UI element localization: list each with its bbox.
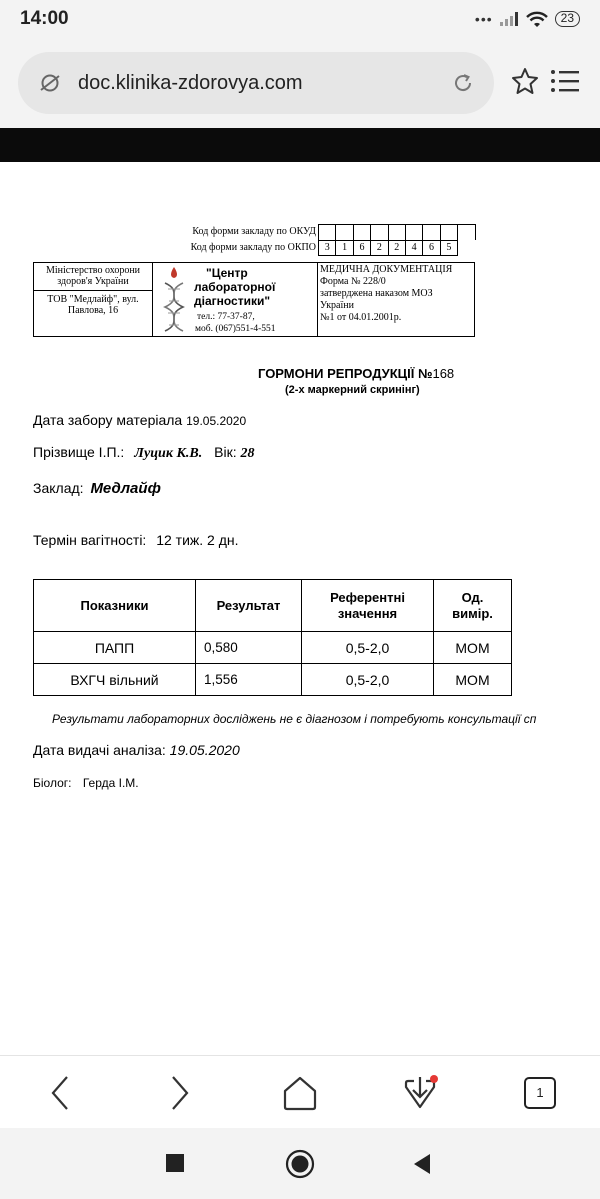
browser-bottom-bar bbox=[0, 1055, 600, 1128]
download-icon bbox=[400, 1073, 440, 1113]
wifi-icon bbox=[525, 10, 549, 28]
code-cell: 3 bbox=[319, 240, 336, 256]
biologist-line bbox=[33, 776, 139, 790]
status-icons bbox=[475, 10, 580, 28]
document-title-text: ГОРМОНИ РЕПРОДУКЦІЇ № bbox=[258, 366, 433, 381]
table-row bbox=[34, 632, 512, 664]
column-header: Референтні значення bbox=[302, 580, 434, 632]
document-number: 168 bbox=[432, 366, 455, 381]
okud-cells bbox=[318, 224, 476, 240]
issue-date-label: Дата видачі аналіза: bbox=[33, 742, 166, 758]
code-cell: 6 bbox=[354, 240, 371, 256]
pregnancy-term-label: Термін вагітності: bbox=[33, 532, 147, 548]
indicator-cell: ПАПП bbox=[34, 632, 196, 664]
page-top-band bbox=[0, 128, 600, 162]
code-cell bbox=[441, 224, 458, 240]
lab-center-name-line: лабораторної bbox=[194, 280, 276, 294]
facility-value: Медлайф bbox=[90, 480, 161, 497]
bookmark-star-icon[interactable] bbox=[511, 67, 539, 95]
back-arrow-icon bbox=[49, 1075, 71, 1111]
code-cell: 6 bbox=[423, 240, 440, 256]
dna-logo-icon bbox=[159, 265, 189, 335]
code-cell bbox=[423, 224, 440, 240]
lab-center-name bbox=[194, 266, 275, 308]
medical-doc-line: №1 от 04.01.2001р. bbox=[320, 312, 402, 323]
patient-name-value: Луцик К.В. bbox=[134, 446, 203, 461]
code-cell: 5 bbox=[441, 240, 458, 256]
signal-icon bbox=[499, 11, 519, 27]
patient-name-line bbox=[33, 444, 255, 462]
okud-code-row bbox=[170, 224, 476, 240]
code-cell bbox=[458, 224, 475, 240]
facility-line bbox=[33, 480, 161, 497]
collection-date-value: 19.05.2020 bbox=[186, 414, 247, 428]
downloads-button[interactable] bbox=[390, 1056, 450, 1129]
site-info-icon[interactable] bbox=[38, 71, 62, 95]
medical-doc-line: МЕДИЧНА ДОКУМЕНТАЦІЯ bbox=[320, 264, 453, 275]
reference-cell: 0,5-2,0 bbox=[302, 664, 434, 696]
notification-dots: ••• bbox=[474, 11, 493, 27]
column-header: Од. вимір. bbox=[434, 580, 512, 632]
browser-toolbar bbox=[0, 38, 600, 128]
okud-label: Код форми закладу по ОКУД bbox=[192, 226, 316, 237]
lab-center-name-line: "Центр bbox=[206, 266, 248, 280]
disclaimer-text: Результати лабораторних досліджень не є діагнозом і потребують консультації сп bbox=[52, 712, 537, 726]
lab-center-name-line: діагностики" bbox=[194, 294, 271, 308]
tab-count[interactable]: 1 bbox=[524, 1077, 556, 1109]
code-cell bbox=[406, 224, 423, 240]
url-text[interactable]: doc.klinika-zdorovya.com bbox=[78, 72, 303, 94]
medical-doc-block bbox=[318, 263, 474, 336]
code-cell bbox=[319, 224, 336, 240]
medical-doc-line: Форма № 228/0 bbox=[320, 276, 386, 287]
lab-phones bbox=[195, 311, 276, 335]
reference-cell: 0,5-2,0 bbox=[302, 632, 434, 664]
medical-doc-line: затверджена наказом МОЗ bbox=[320, 288, 433, 299]
okpo-cells bbox=[318, 240, 458, 256]
pregnancy-term-value: 12 тиж. 2 дн. bbox=[156, 532, 239, 548]
result-cell: 1,556 bbox=[196, 664, 302, 696]
indicator-cell: ВХГЧ вільний bbox=[34, 664, 196, 696]
pregnancy-term-line bbox=[33, 532, 239, 548]
home-button[interactable] bbox=[270, 1056, 330, 1129]
back-button[interactable] bbox=[30, 1056, 90, 1129]
results-table bbox=[33, 579, 512, 696]
collection-date-label: Дата забору матеріала bbox=[33, 412, 183, 428]
system-back-icon[interactable] bbox=[412, 1153, 432, 1175]
patient-name-label: Прізвище І.П.: bbox=[33, 444, 125, 460]
company-address: ТОВ "Медлайф", вул. Павлова, 16 bbox=[47, 294, 139, 316]
address-bar[interactable] bbox=[18, 52, 494, 114]
forward-button[interactable] bbox=[150, 1056, 210, 1129]
tabs-button[interactable] bbox=[510, 1056, 570, 1129]
forward-arrow-icon bbox=[169, 1075, 191, 1111]
code-cell: 4 bbox=[406, 240, 423, 256]
table-row bbox=[34, 664, 512, 696]
code-cell bbox=[354, 224, 371, 240]
column-header: Показники bbox=[34, 580, 196, 632]
result-cell: 0,580 bbox=[196, 632, 302, 664]
medical-doc-line: України bbox=[320, 300, 354, 311]
table-header-row bbox=[34, 580, 512, 632]
facility-label: Заклад: bbox=[33, 480, 84, 496]
status-bar bbox=[0, 0, 600, 38]
unit-cell: МОМ bbox=[434, 664, 512, 696]
document-header bbox=[33, 262, 475, 337]
ministry-block bbox=[34, 263, 153, 336]
home-icon bbox=[281, 1075, 319, 1111]
code-cell bbox=[389, 224, 406, 240]
document-title bbox=[258, 366, 454, 381]
reload-icon[interactable] bbox=[452, 71, 474, 95]
code-cell: 1 bbox=[336, 240, 353, 256]
biologist-label: Біолог: bbox=[33, 776, 72, 790]
lab-center-block bbox=[153, 263, 318, 336]
code-cell bbox=[371, 224, 388, 240]
issue-date-line bbox=[33, 742, 240, 758]
age-value: 28 bbox=[240, 446, 255, 461]
document-subtitle: (2-х маркерний скринінг) bbox=[285, 384, 420, 396]
column-header: Результат bbox=[196, 580, 302, 632]
recent-apps-icon[interactable] bbox=[166, 1154, 184, 1172]
okpo-label: Код форми закладу по ОКПО bbox=[190, 242, 316, 253]
phone-line: моб. (067)551-4-551 bbox=[195, 324, 276, 334]
code-cell bbox=[336, 224, 353, 240]
lab-result-document bbox=[0, 162, 600, 1055]
battery-indicator: 23 bbox=[555, 11, 580, 27]
collection-date-line bbox=[33, 412, 246, 428]
ministry-name: Міністерство охорони здоров'я України bbox=[34, 263, 152, 291]
okpo-code-row bbox=[170, 240, 458, 256]
system-nav-bar bbox=[0, 1128, 600, 1199]
home-circle-icon[interactable] bbox=[285, 1149, 315, 1179]
status-time: 14:00 bbox=[20, 8, 69, 29]
reading-list-menu-icon[interactable] bbox=[550, 69, 580, 93]
code-cell: 2 bbox=[371, 240, 388, 256]
unit-cell: МОМ bbox=[434, 632, 512, 664]
biologist-value: Герда І.М. bbox=[82, 776, 139, 790]
age-label: Вік: bbox=[214, 444, 237, 460]
code-cell: 2 bbox=[389, 240, 406, 256]
issue-date-value: 19.05.2020 bbox=[169, 742, 240, 758]
phone-line: тел.: 77-37-87, bbox=[197, 312, 255, 322]
